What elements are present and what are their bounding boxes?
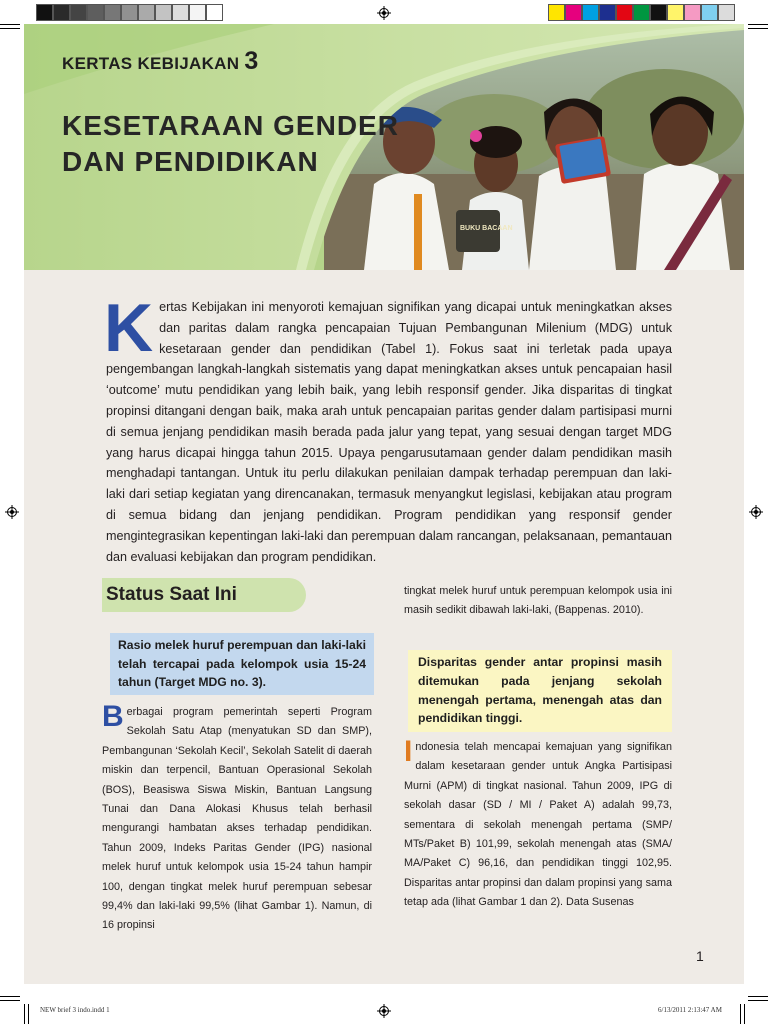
color-swatch xyxy=(548,4,565,21)
crop-mark xyxy=(0,996,20,997)
right-column-continuation: tingkat melek huruf untuk perempuan kelompok usia ini masih sedikit dibawah laki-laki, (Bappenas. 2010). xyxy=(404,585,672,617)
registration-mark-icon xyxy=(749,505,763,519)
color-swatch xyxy=(633,4,650,21)
title-line: DAN PENDIDIKAN xyxy=(62,146,319,177)
gray-swatch xyxy=(189,4,206,21)
page-title xyxy=(62,108,422,180)
gray-swatch xyxy=(206,4,223,21)
color-swatch xyxy=(650,4,667,21)
series-label: KERTAS KEBIJAKAN 3 xyxy=(62,47,259,75)
crop-mark xyxy=(0,28,20,29)
gray-swatch xyxy=(155,4,172,21)
highlight-box-blue: Rasio melek huruf perempuan dan laki-laki telah tercapai pada kelompok usia 15-24 tahun (Target MDG no. 3). xyxy=(110,633,374,695)
crop-mark xyxy=(748,24,768,25)
color-swatch xyxy=(701,4,718,21)
color-swatch xyxy=(599,4,616,21)
title-line: KESETARAAN GENDER xyxy=(62,110,399,141)
color-swatch xyxy=(582,4,599,21)
registration-mark-icon xyxy=(377,1004,391,1018)
crop-mark xyxy=(748,28,768,29)
gray-swatch xyxy=(172,4,189,21)
registration-mark-icon xyxy=(5,505,19,519)
gray-swatch xyxy=(53,4,70,21)
crop-mark xyxy=(740,1004,741,1024)
dropcap: B xyxy=(102,700,124,733)
slug-filename: NEW brief 3 indo.indd 1 xyxy=(40,1006,110,1014)
color-swatch xyxy=(616,4,633,21)
dropcap: I xyxy=(404,735,413,768)
crop-mark xyxy=(24,1004,25,1024)
page-number: 1 xyxy=(696,948,704,964)
crop-mark xyxy=(0,1000,20,1001)
registration-mark-icon xyxy=(377,6,391,20)
color-swatch xyxy=(667,4,684,21)
highlight-box-yellow: Disparitas gender antar propinsi masih ditemukan pada jenjang sekolah menengah pertama, menengah atas dan pendidikan tinggi. xyxy=(408,650,672,732)
slug-date: 6/13/2011 2:13:47 AM xyxy=(658,1006,722,1014)
gray-swatch xyxy=(70,4,87,21)
document-page xyxy=(24,24,744,984)
left-column-text: Berbagai program pemerintah seperti Program Sekolah Satu Atap (menyatukan SD dan SMP), Pembangunan ‘Sekolah Kecil’, Sekolah Satelit di daerah miskin dan terpencil, Bantuan Operasional Sekolah (BOS), Beasiswa Siswa Miskin, Bantuan Langsung Tunai dan Dana Alokasi Khusus telah berhasil mengurangi hambatan akses terhadap pendidikan. Tahun 2009, Indeks Paritas Gender (IPG) nasional melek huruf untuk kelompok usia 15-24 tahun hampir 100, dengan tingkat melek huruf perempuan sebesar 99,4% dan laki-laki 99,5% (lihat Gambar 1). Namun, di 16 propinsi xyxy=(102,700,372,932)
gray-swatch xyxy=(104,4,121,21)
intro-paragraph xyxy=(104,290,672,567)
section-heading: Status Saat Ini xyxy=(102,578,306,612)
dropcap: K xyxy=(104,290,154,366)
series-number: 3 xyxy=(244,47,259,75)
crop-mark xyxy=(748,1000,768,1001)
gray-swatch xyxy=(121,4,138,21)
gray-swatch xyxy=(36,4,53,21)
right-column-text: Indonesia telah mencapai kemajuan yang signifikan dalam kesetaraan gender untuk Angka Partisipasi Murni (APM) di tingkat nasional. Tahun 2009, IPG di sekolah dasar (SD / MI / Paket A) adalah 99,73, sementara di sekolah menengah pertama (SMP/ MTs/Paket B) 101,99, sekolah menengah atas (SMA/ MA/Paket C) 96,16, dan pendidikan tinggi 102,95. Disparitas antar propinsi dan dalam propinsi yang sama tetap ada (lihat Gambar 1 dan 2). Data Susenas xyxy=(404,735,672,909)
hero-header xyxy=(24,24,744,270)
crop-mark xyxy=(0,24,20,25)
gray-swatch xyxy=(87,4,104,21)
crop-mark xyxy=(748,996,768,997)
intro-text: ertas Kebijakan ini menyoroti kemajuan signifikan yang dicapai untuk meningkatkan akses dan paritas dalam rangka pencapaian Tujuan Pembangunan Milenium (MDG) untuk kesetaraan gender dan pendidikan (Tabel 1). Fokus saat ini terletak pada upaya pengembangan langkah-langkah sistematis yang dapat meningkatkan akses untuk pencapaian hasil ‘outcome’ mutu pendidikan yang lebih baik, yang lebih responsif gender. Jika disparitas di tingkat propinsi ditangani dengan baik, maka arah untuk pencapaian paritas gender dalam partisipasi murni di semua jenjang pendidikan masih berada pada jalur yang tepat, yang sesuai dengan target MDG yang harus dicapai hingga tahun 2015. Upaya pengarusutamaan gender dalam pendidikan masih menghadapi tantangan. Untuk itu perlu dilakukan penilaian dampak terhadap perempuan dan laki-laki dari setiap kegiatan yang direncanakan, termasuk menyangkut legislasi, kebijakan atau program di semua bidang dan jenjang pendidikan. Program pendidikan yang responsif gender mengintegrasikan kepentingan laki-laki dan perempuan dalam rancangan, pelaksanaan, pemantauan dan evaluasi kebijakan dan program pendidikan. xyxy=(106,300,672,564)
color-swatch xyxy=(684,4,701,21)
gray-swatch xyxy=(138,4,155,21)
color-swatch xyxy=(565,4,582,21)
crop-mark xyxy=(744,1004,745,1024)
photo-book-text: BUKU BACAAN xyxy=(460,225,513,232)
crop-mark xyxy=(28,1004,29,1024)
color-swatch xyxy=(718,4,735,21)
